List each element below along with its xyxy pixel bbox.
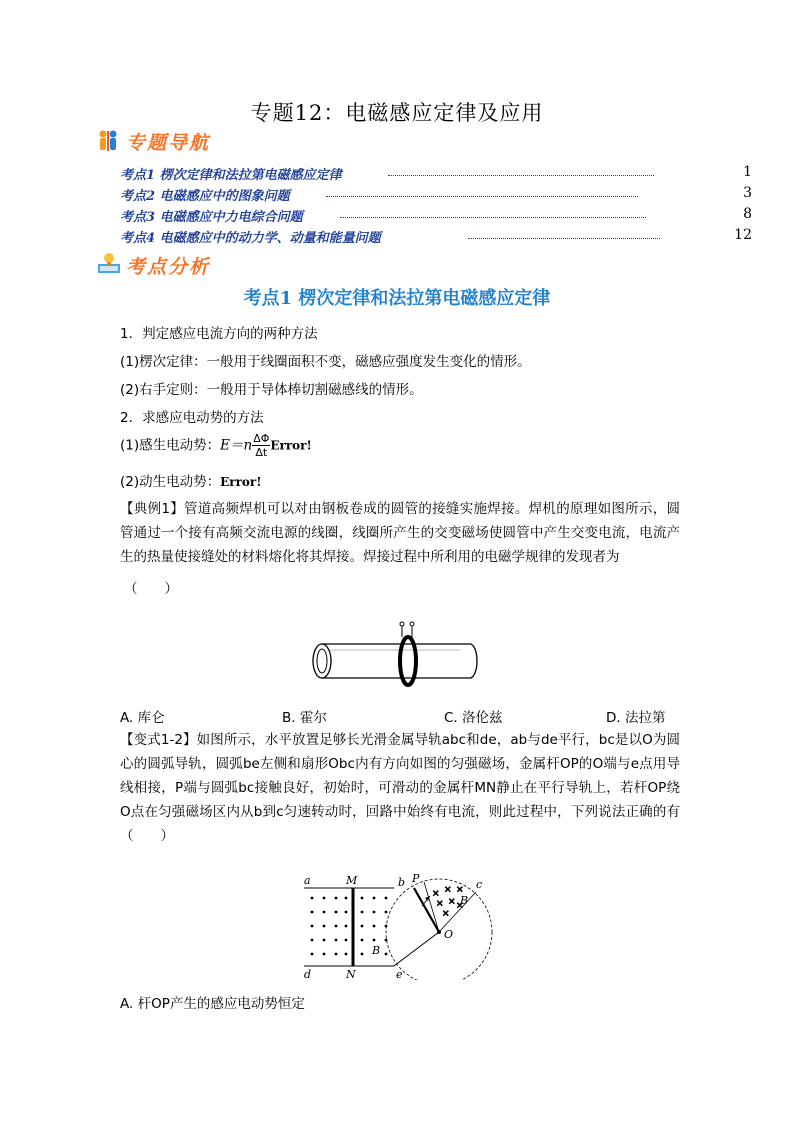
- option-d[interactable]: D. 法拉第: [606, 710, 666, 726]
- lightbulb-book-icon: [96, 250, 122, 276]
- toc-item-4[interactable]: [120, 227, 752, 247]
- formula-line-motional: [120, 470, 262, 490]
- answer-paren: （ ）: [124, 581, 178, 597]
- option-b[interactable]: B. 霍尔: [282, 710, 327, 726]
- toc-item-label: 考点4 电磁感应中的动力学、动量和能量问题: [120, 227, 381, 246]
- text-line: 2．求感应电动势的方法: [120, 410, 264, 426]
- variant-option-a[interactable]: A. 杆OP产生的感应电动势恒定: [120, 996, 305, 1012]
- svg-text:×: ×: [436, 899, 444, 909]
- label-e: e: [396, 968, 403, 980]
- label-a: a: [304, 874, 311, 887]
- section-heading: 考点1 楞次定律和法拉第电磁感应定律: [243, 288, 551, 309]
- label-N: N: [346, 968, 356, 980]
- toc-item-page: 12: [734, 227, 752, 243]
- toc-item-1[interactable]: [120, 164, 752, 184]
- toc-item-label: 考点2 电磁感应中的图象问题: [120, 185, 290, 204]
- formula-error: Error!: [270, 438, 312, 453]
- label-M: M: [346, 874, 358, 887]
- toc-item-label: 考点3 电磁感应中力电综合问题: [120, 206, 303, 225]
- svg-text:×: ×: [444, 885, 452, 895]
- svg-text:×: ×: [432, 889, 440, 899]
- label-b: b: [398, 876, 406, 889]
- label-c: c: [476, 878, 483, 891]
- formula-error: Error!: [220, 475, 262, 489]
- label-B-sector: B: [460, 894, 469, 907]
- formula-prefix: (1)感生电动势：: [120, 437, 221, 454]
- pipe-coil-figure: [300, 618, 490, 692]
- toc-item-label: 考点1 楞次定律和法拉第电磁感应定律: [120, 164, 342, 183]
- text-line: (1)楞次定律：一般用于线圈面积不变，磁感应强度发生变化的情形。: [120, 354, 531, 370]
- label-d: d: [304, 968, 312, 980]
- option-a[interactable]: A. 库仑: [120, 710, 165, 726]
- label-B-rails: B: [372, 944, 381, 957]
- text-line: 1．判定感应电流方向的两种方法: [120, 326, 318, 342]
- people-icon: [96, 128, 122, 154]
- option-c[interactable]: C. 洛伦兹: [444, 710, 503, 726]
- formula-fraction: [252, 432, 270, 459]
- nav-banner-text: 专题导航: [126, 132, 211, 154]
- label-P: P: [412, 874, 420, 885]
- example-1-body: 【典例1】管道高频焊机可以对由钢板卷成的圆管的接缝实施焊接。焊机的原理如图所示，圆管通过一个接有高频交流电源的线圈，线圈所产生的交变磁场使圆管中产生交变电流，电流产生的热量使接缝处的材料熔化将其焊接。焊接过程中所利用的电磁学规律的发现者为: [120, 501, 680, 565]
- svg-text:×: ×: [456, 901, 464, 911]
- formula-denominator: Δt: [255, 446, 268, 459]
- formula-line-induced: [120, 432, 312, 459]
- example-1-text: [120, 497, 680, 569]
- rails-arc-figure: [296, 874, 506, 980]
- page-title: 专题12：电磁感应定律及应用: [250, 101, 544, 125]
- toc-item-3[interactable]: [120, 206, 752, 226]
- variant-1-2-text: [120, 728, 680, 848]
- analysis-banner-text: 考点分析: [126, 256, 211, 278]
- formula-numerator: ΔΦ: [253, 432, 270, 445]
- label-O: O: [444, 928, 454, 941]
- variant-body: 【变式1-2】如图所示，水平放置足够长光滑金属导轨abc和de，ab与de平行，bc是以O为圆心的圆弧导轨，圆弧be左侧和扇形Obc内有方向如图的匀强磁场，金属杆OP的O端与e点用导线相接，P端与圆弧bc接触良好，初始时，可滑动的金属杆MN静止在平行导轨上，若杆OP绕O点在匀强磁场区内从b到c匀速转动时，回路中始终有电流，则此过程中，下列说法正确的有（ ）: [120, 732, 680, 844]
- toc-item-page: 8: [743, 206, 752, 222]
- svg-text:×: ×: [456, 885, 464, 895]
- toc-item-2[interactable]: [120, 185, 752, 205]
- toc-item-page: 1: [743, 164, 752, 180]
- svg-text:×: ×: [442, 909, 450, 919]
- formula-prefix: (2)动生电动势：: [120, 474, 221, 490]
- svg-text:×: ×: [448, 897, 456, 907]
- toc-item-page: 3: [743, 185, 752, 201]
- formula-left: E＝n: [220, 437, 253, 454]
- text-line: (2)右手定则：一般用于导体棒切割磁感线的情形。: [120, 382, 423, 398]
